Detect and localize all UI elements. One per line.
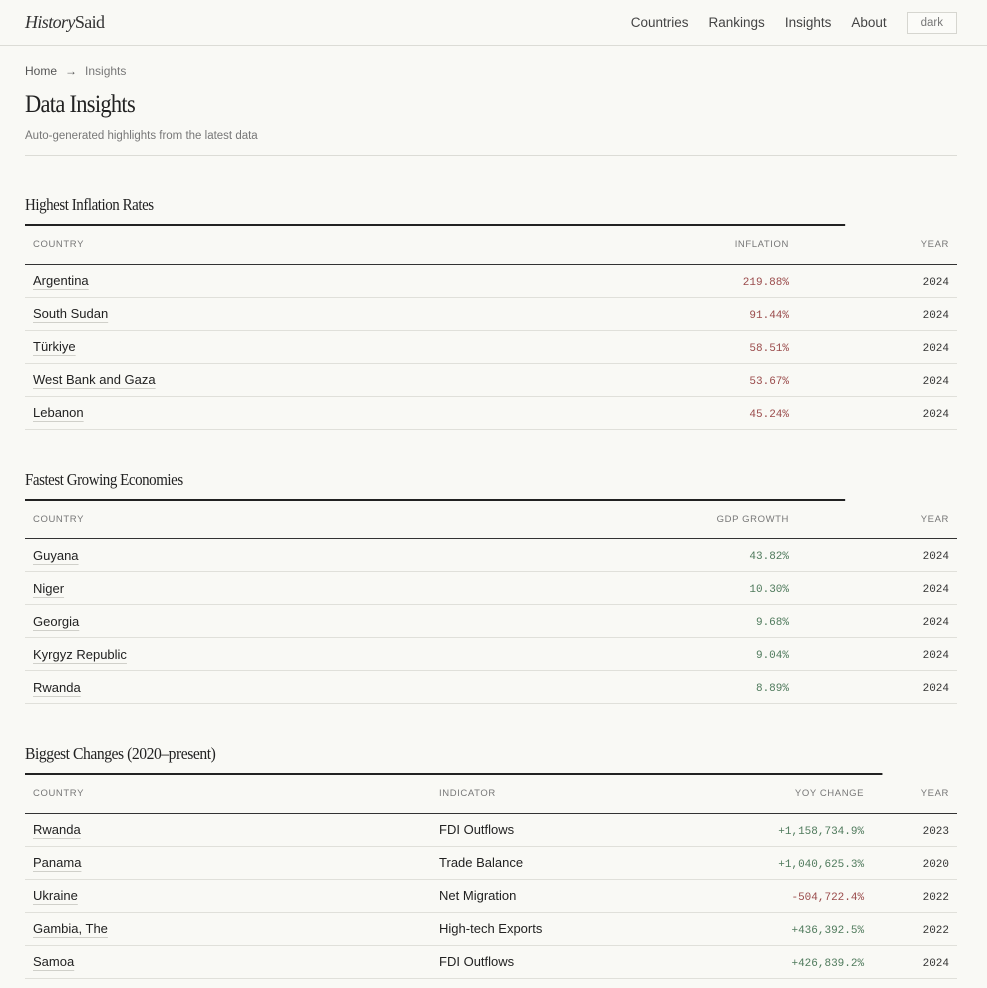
breadcrumb (25, 64, 957, 78)
column-header-gdp-growth[interactable]: GDP GROWTH (453, 501, 797, 539)
column-header-country[interactable]: COUNTRY (25, 226, 537, 264)
arrow-right-icon: → (65, 64, 78, 78)
table-cell (431, 912, 770, 945)
table-row (25, 605, 957, 638)
metric-value: 8.89% (755, 683, 789, 695)
table-cell (797, 605, 957, 638)
year-value: 2024 (922, 276, 949, 289)
table-row (25, 396, 957, 429)
section-title: Biggest Changes (2020–present) (25, 744, 882, 775)
insight-section (25, 195, 957, 430)
table-row (25, 330, 957, 363)
year-value: 2024 (922, 617, 949, 629)
table-cell (453, 605, 797, 638)
table-cell (797, 572, 957, 605)
table-cell (770, 912, 872, 945)
metric-value: 9.68% (755, 617, 789, 629)
country-link[interactable]: Argentina (33, 273, 89, 288)
table-cell (431, 846, 770, 879)
table-cell (25, 846, 431, 879)
nav-rankings[interactable]: Rankings (708, 15, 765, 30)
country-link[interactable]: Guyana (33, 547, 79, 563)
insight-table (25, 775, 957, 979)
table-cell (453, 671, 797, 704)
table-cell (431, 813, 770, 846)
metric-value: +1,158,734.9% (778, 825, 865, 838)
indicator-name: Net Migration (439, 888, 517, 903)
table-cell (431, 945, 770, 978)
indicator-name: Trade Balance (439, 855, 524, 870)
table-cell (797, 264, 957, 297)
table-row (25, 813, 957, 846)
table-row (25, 539, 957, 572)
metric-value: +1,040,625.3% (778, 858, 865, 871)
logo-said: Said (74, 12, 105, 32)
table-row (25, 846, 957, 879)
table-cell (25, 605, 453, 638)
table-cell (25, 264, 537, 297)
table-row (25, 363, 957, 396)
metric-value: 10.30% (749, 584, 789, 596)
country-link[interactable]: Kyrgyz Republic (33, 646, 127, 662)
year-value: 2022 (922, 924, 949, 937)
country-link[interactable]: South Sudan (33, 306, 109, 321)
table-cell (770, 879, 872, 912)
metric-value: 53.67% (749, 375, 789, 388)
column-header-indicator[interactable]: INDICATOR (431, 775, 770, 813)
table-cell (797, 638, 957, 671)
table-cell (25, 813, 431, 846)
table-cell (872, 846, 957, 879)
table-cell (797, 671, 957, 704)
country-link[interactable]: Panama (33, 855, 82, 870)
table-cell (25, 363, 537, 396)
table-cell (797, 539, 957, 572)
table-cell (25, 572, 453, 605)
table-cell (25, 945, 431, 978)
metric-value: 91.44% (749, 309, 789, 322)
year-value: 2024 (922, 584, 949, 596)
table-row (25, 879, 957, 912)
page-subtitle: Auto-generated highlights from the latest data (25, 130, 957, 156)
country-link[interactable]: Georgia (33, 613, 80, 629)
metric-value: 219.88% (742, 276, 789, 289)
year-value: 2024 (922, 650, 949, 662)
table-row (25, 264, 957, 297)
column-header-year[interactable]: YEAR (797, 226, 957, 264)
theme-toggle-button[interactable]: dark (907, 12, 957, 34)
column-header-country[interactable]: COUNTRY (25, 501, 453, 539)
table-cell (537, 264, 797, 297)
table-cell (25, 539, 453, 572)
table-cell (872, 912, 957, 945)
table-cell (453, 572, 797, 605)
column-header-country[interactable]: COUNTRY (25, 775, 431, 813)
table-cell (25, 638, 453, 671)
table-row (25, 671, 957, 704)
country-link[interactable]: Ukraine (33, 888, 78, 903)
year-value: 2024 (922, 309, 949, 322)
table-cell (797, 396, 957, 429)
section-title: Highest Inflation Rates (25, 195, 845, 226)
year-value: 2024 (922, 342, 949, 355)
country-link[interactable]: Türkiye (33, 339, 76, 354)
table-cell (537, 363, 797, 396)
year-value: 2023 (922, 825, 949, 838)
insight-section (25, 470, 957, 705)
column-header-inflation[interactable]: INFLATION (537, 226, 797, 264)
country-link[interactable]: Niger (33, 580, 65, 596)
indicator-name: High-tech Exports (439, 921, 543, 936)
table-cell (872, 879, 957, 912)
table-cell (797, 330, 957, 363)
table-cell (25, 912, 431, 945)
table-row (25, 638, 957, 671)
indicator-name: FDI Outflows (439, 822, 515, 837)
country-link[interactable]: Rwanda (33, 679, 81, 695)
metric-value: +436,392.5% (791, 924, 865, 937)
insight-table (25, 501, 957, 705)
column-header-year[interactable]: YEAR (872, 775, 957, 813)
metric-value: 9.04% (755, 650, 789, 662)
year-value: 2024 (922, 408, 949, 421)
table-cell (25, 879, 431, 912)
year-value: 2024 (922, 957, 949, 970)
table-cell (537, 396, 797, 429)
year-value: 2022 (922, 891, 949, 904)
table-cell (537, 297, 797, 330)
table-cell (25, 330, 537, 363)
metric-value: 43.82% (749, 551, 789, 563)
top-nav (0, 0, 987, 46)
table-cell (797, 363, 957, 396)
metric-value: 45.24% (749, 408, 789, 421)
table-cell (25, 396, 537, 429)
nav-insights[interactable]: Insights (784, 15, 832, 30)
page-title: Data Insights (25, 91, 135, 118)
insight-table (25, 226, 957, 430)
table-header-row (25, 226, 957, 264)
logo-history: History (25, 12, 75, 32)
table-header-row (25, 501, 957, 539)
table-cell (25, 671, 453, 704)
section-title: Fastest Growing Economies (25, 470, 845, 501)
table-row (25, 297, 957, 330)
logo[interactable] (25, 12, 104, 33)
insight-section (25, 744, 957, 979)
table-cell (25, 297, 537, 330)
column-header-yoy-change[interactable]: YOY CHANGE (770, 775, 872, 813)
country-link[interactable]: Samoa (33, 954, 75, 969)
metric-value: 58.51% (749, 342, 789, 355)
country-link[interactable]: Lebanon (33, 405, 84, 420)
indicator-name: FDI Outflows (439, 954, 515, 969)
table-row (25, 912, 957, 945)
country-link[interactable]: Gambia, The (33, 921, 108, 936)
table-cell (431, 879, 770, 912)
nav-countries[interactable]: Countries (630, 15, 689, 30)
table-cell (770, 813, 872, 846)
nav-about[interactable]: About (851, 15, 887, 30)
table-cell (770, 945, 872, 978)
table-cell (453, 539, 797, 572)
metric-value: -504,722.4% (791, 891, 865, 904)
table-cell (872, 813, 957, 846)
table-header-row (25, 775, 957, 813)
year-value: 2024 (922, 375, 949, 388)
table-cell (453, 638, 797, 671)
table-cell (797, 297, 957, 330)
table-row (25, 945, 957, 978)
year-value: 2024 (922, 551, 949, 563)
year-value: 2024 (922, 683, 949, 695)
table-cell (872, 945, 957, 978)
year-value: 2020 (922, 858, 949, 871)
breadcrumb-home[interactable]: Home (25, 64, 58, 78)
column-header-year[interactable]: YEAR (797, 501, 957, 539)
table-cell (537, 330, 797, 363)
breadcrumb-current: Insights (85, 64, 127, 78)
metric-value: +426,839.2% (791, 957, 865, 970)
country-link[interactable]: Rwanda (33, 822, 81, 837)
table-row (25, 572, 957, 605)
table-cell (770, 846, 872, 879)
country-link[interactable]: West Bank and Gaza (33, 372, 156, 387)
